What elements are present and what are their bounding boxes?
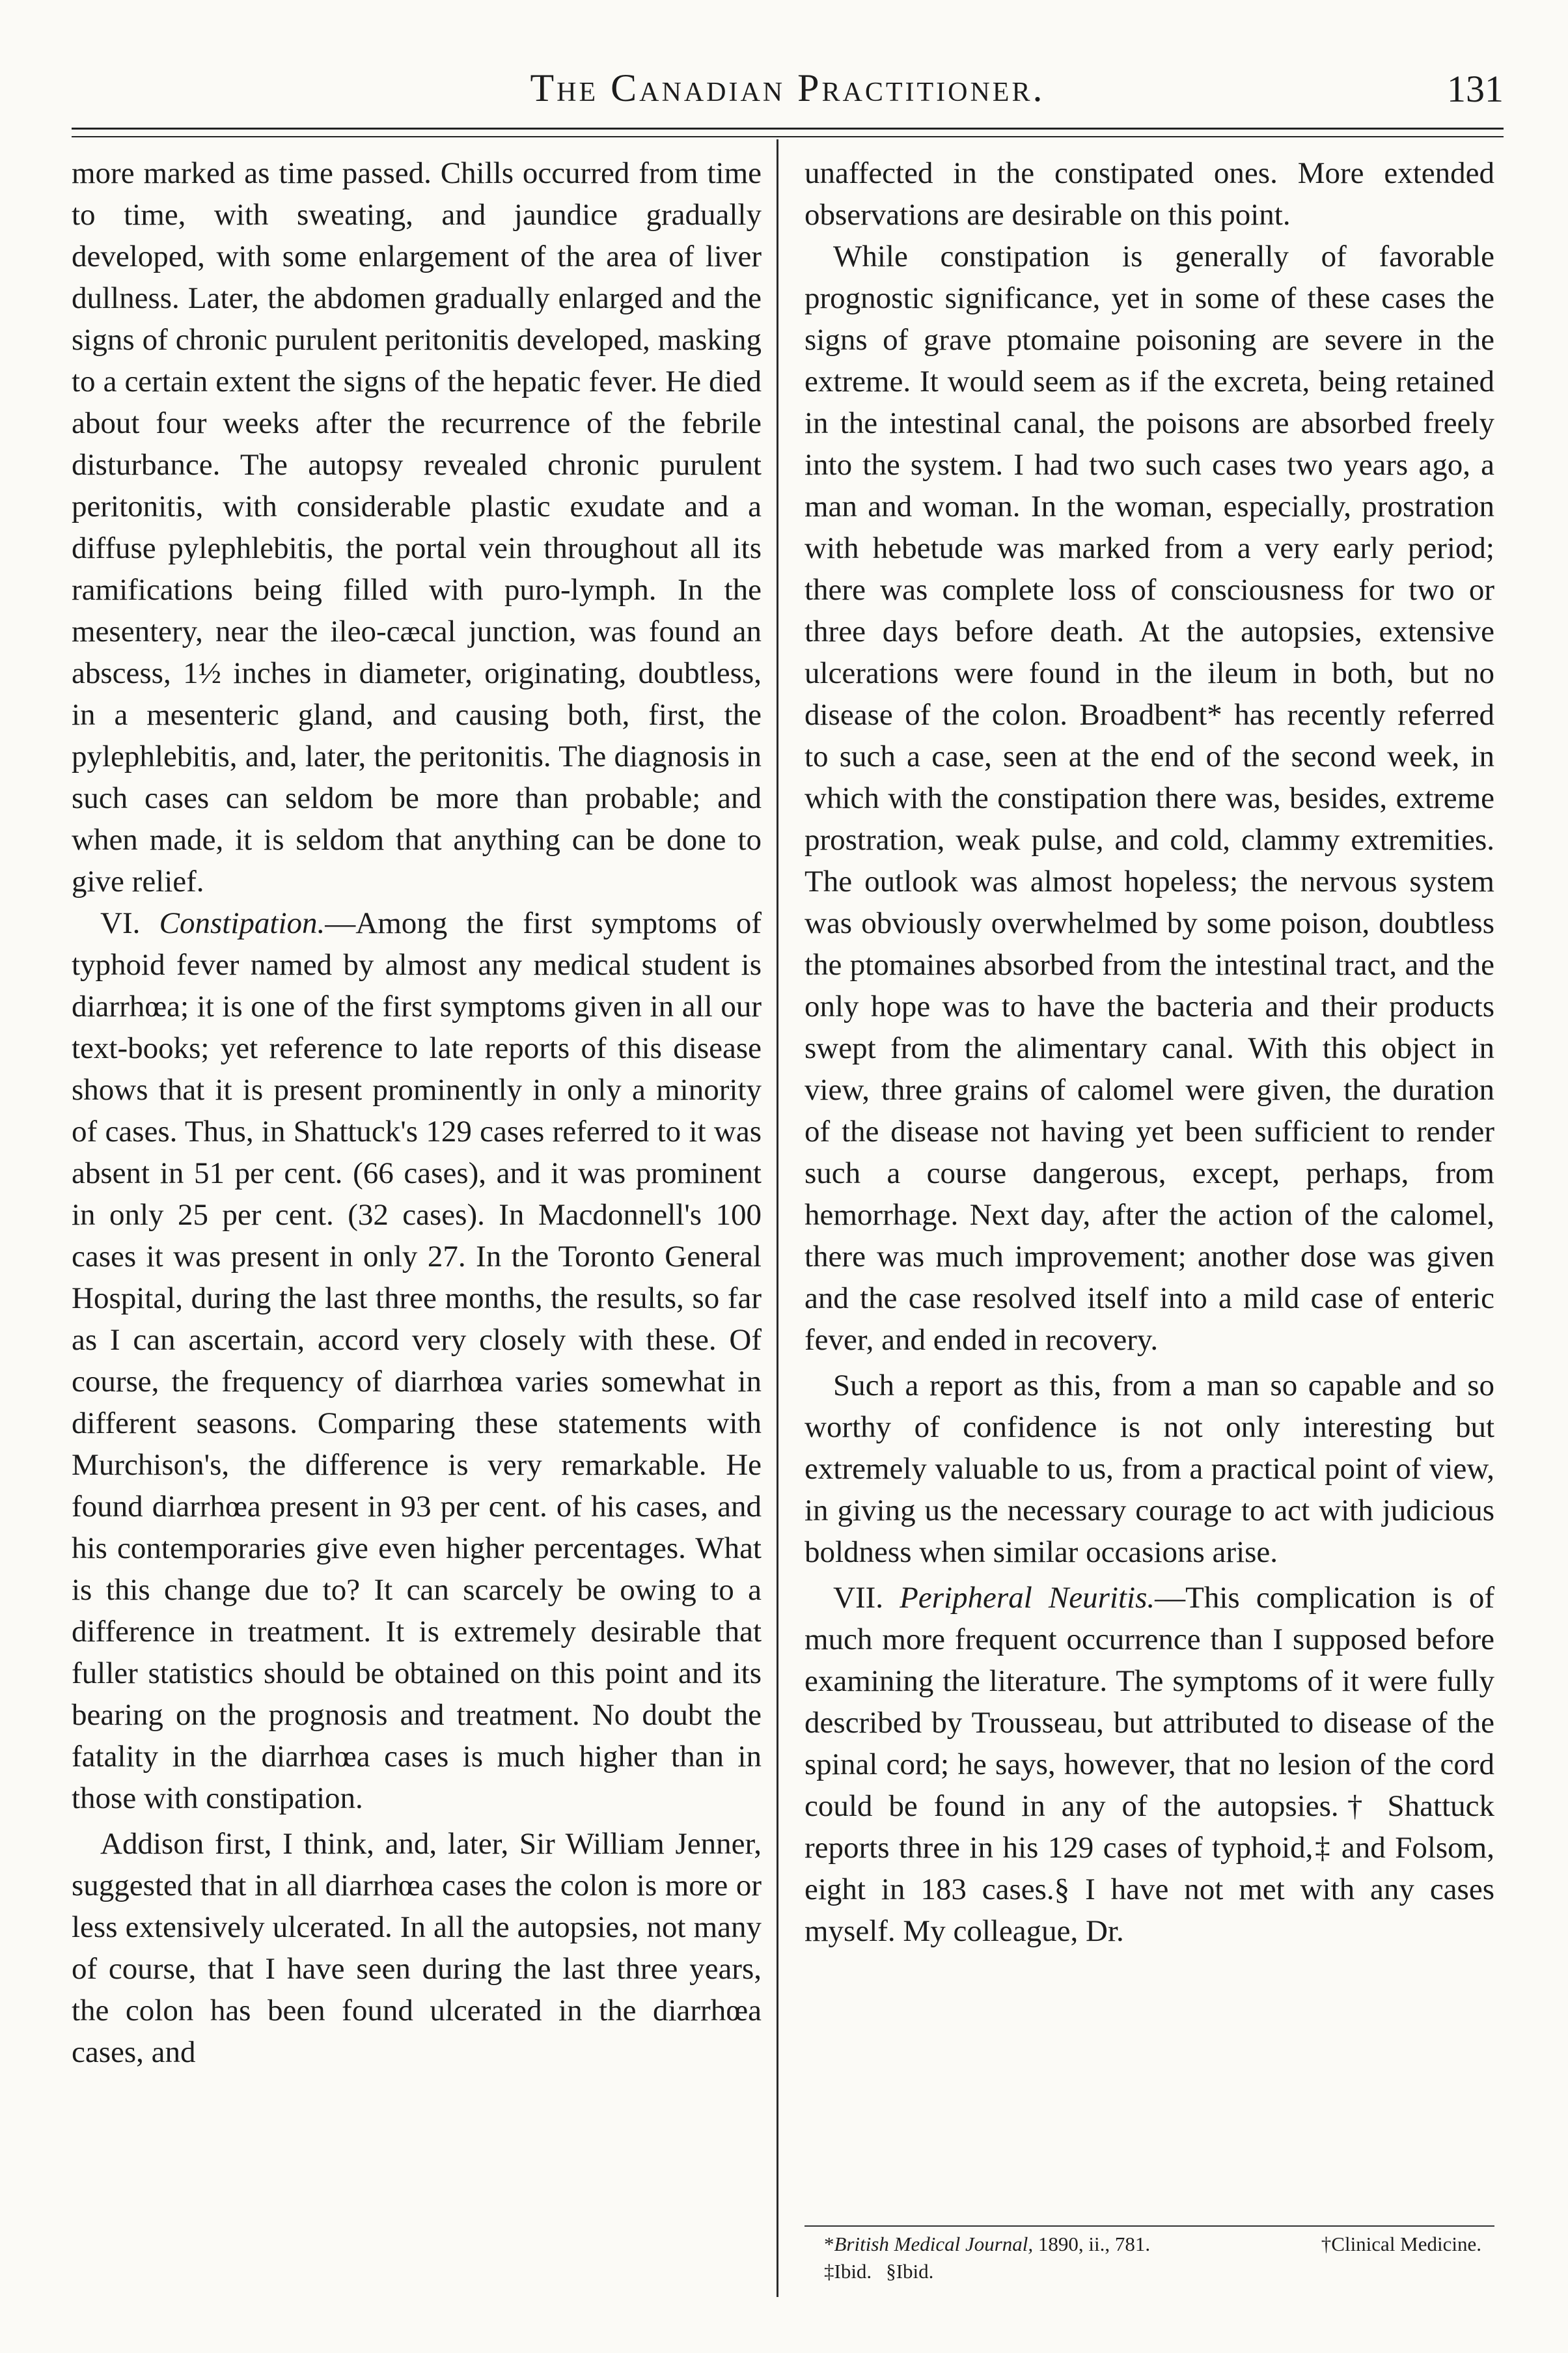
header-rule <box>72 128 1504 137</box>
section-body: —Among the first symptoms of typhoid fever named by almost any medical student is diarrhœa; it is one of the first symptoms given in all our text-books; yet reference to late reports of this disease shows that it is present prominently in only a minority of cases. Thus, in Shattuck's 129 cases referred to it was absent in 51 per cent. (66 cases), and it was prominent in only 25 per cent. (32 cases). In Macdonnell's 100 cases it was present in only 27. In the Toronto General Hospital, during the last three months, the results, so far as I can ascertain, accord very closely with these. Of course, the frequency of diarrhœa varies somewhat in different seasons. Comparing these statements with Murchison's, the difference is very remarkable. He found diarrhœa present in 93 per cent. of his cases, and his contemporaries give even higher percentages. What is this change due to? It can scarcely be owing to a difference in treatment. It is extremely desirable that fuller statistics should be obtained on this point and its bearing on the prognosis and treatment. No doubt the fatality in the diarrhœa cases is much higher than in those with constipation. <box>72 906 762 1815</box>
footnote-4: §Ibid. <box>886 2260 934 2283</box>
paragraph: Such a report as this, from a man so capable and so worthy of confidence is not only interesting but extremely valuable to us, from a practical point of view, in giving us the necessary courage to act with judicious boldness when similar occasions arise. <box>805 1369 1494 1569</box>
left-column <box>72 152 762 2073</box>
paragraph: Addison first, I think, and, later, Sir William Jenner, suggested that in all diarrhœa cases the colon is more or less extensively ulcerated. In all the autopsies, not many of course, that I have seen during the last three years, the colon has been found ulcerated in the diarrhœa cases, and <box>72 1827 762 2069</box>
right-column <box>805 152 1494 1952</box>
page-number: 131 <box>1447 68 1504 110</box>
section-vii-peripheral-neuritis <box>805 1577 1494 1952</box>
footnote-rule <box>805 2225 1494 2227</box>
section-number: VI. <box>100 906 159 940</box>
footnotes <box>805 2231 1494 2285</box>
footnote-2: †Clinical Medicine. <box>1321 2233 1481 2255</box>
section-vi-constipation <box>72 902 762 1819</box>
paragraph-continuation: unaffected in the constipated ones. More extended observations are desirable on this point. <box>805 156 1494 232</box>
footnote-row <box>805 2258 1494 2285</box>
section-heading: Constipation. <box>159 906 325 940</box>
footnote-1: *British Medical Journal, 1890, ii., 781. <box>824 2233 1151 2255</box>
paragraph: While constipation is generally of favorable prognostic significance, yet in some of these cases the signs of grave ptomaine poisoning are severe in the extreme. It would seem as if the excreta, being retained in the intestinal canal, the poisons are absorbed freely into the system. I had two such cases two years ago, a man and woman. In the woman, especially, prostration with hebetude was marked from a very early period; there was complete loss of consciousness for two or three days before death. At the autopsies, extensive ulcerations were found in the ileum in both, but no disease of the colon. Broadbent* has recently referred to such a case, seen at the end of the second week, in which with the constipation there was, besides, extreme prostration, weak pulse, and cold, clammy extremities. The outlook was almost hopeless; the nervous system was obviously overwhelmed by some poison, doubtless the ptomaines absorbed from the intestinal tract, and the only hope was to have the bacteria and their products swept from the alimentary canal. With this object in view, three grains of calomel were given, the duration of the disease not having yet been sufficient to render such a course dangerous, except, perhaps, from hemorrhage. Next day, after the action of the calomel, there was much improvement; another dose was given and the case resolved itself into a mild case of enteric fever, and ended in recovery. <box>805 240 1494 1357</box>
section-body: —This complication is of much more frequent occurrence than I supposed before examining the literature. The symptoms of it were fully described by Trousseau, but attributed to disease of the spinal cord; he says, however, that no lesion of the cord could be found in any of the autopsies.† Shattuck reports three in his 129 cases of typhoid,‡ and Folsom, eight in 183 cases.§ I have not met with any cases myself. My colleague, Dr. <box>805 1581 1495 1948</box>
column-divider <box>777 139 778 2297</box>
paragraph-continuation: more marked as time passed. Chills occurred from time to time, with sweating, and jaundice gradually developed, with some enlargement of the area of liver dullness. Later, the abdomen gradually enlarged and the signs of chronic purulent peritonitis developed, masking to a certain extent the signs of the hepatic fever. He died about four weeks after the recurrence of the febrile disturbance. The autopsy revealed chronic purulent peritonitis, with considerable plastic exudate and a diffuse pylephlebitis, the portal vein throughout all its ramifications being filled with puro-lymph. In the mesentery, near the ileo-cæcal junction, was found an abscess, 1½ inches in diameter, originating, doubtless, in a mesenteric gland, and causing both, first, the pylephlebitis, and, later, the peritonitis. The diagnosis in such cases can seldom be more than probable; and when made, it is seldom that anything can be done to give relief. <box>72 156 762 898</box>
section-number: VII. <box>833 1581 900 1615</box>
page-header <box>72 57 1504 116</box>
footnote-3: ‡Ibid. <box>824 2260 872 2283</box>
journal-title: The Canadian Practitioner. <box>530 66 1045 109</box>
footnote-row <box>805 2231 1494 2258</box>
section-heading: Peripheral Neuritis. <box>900 1581 1155 1615</box>
